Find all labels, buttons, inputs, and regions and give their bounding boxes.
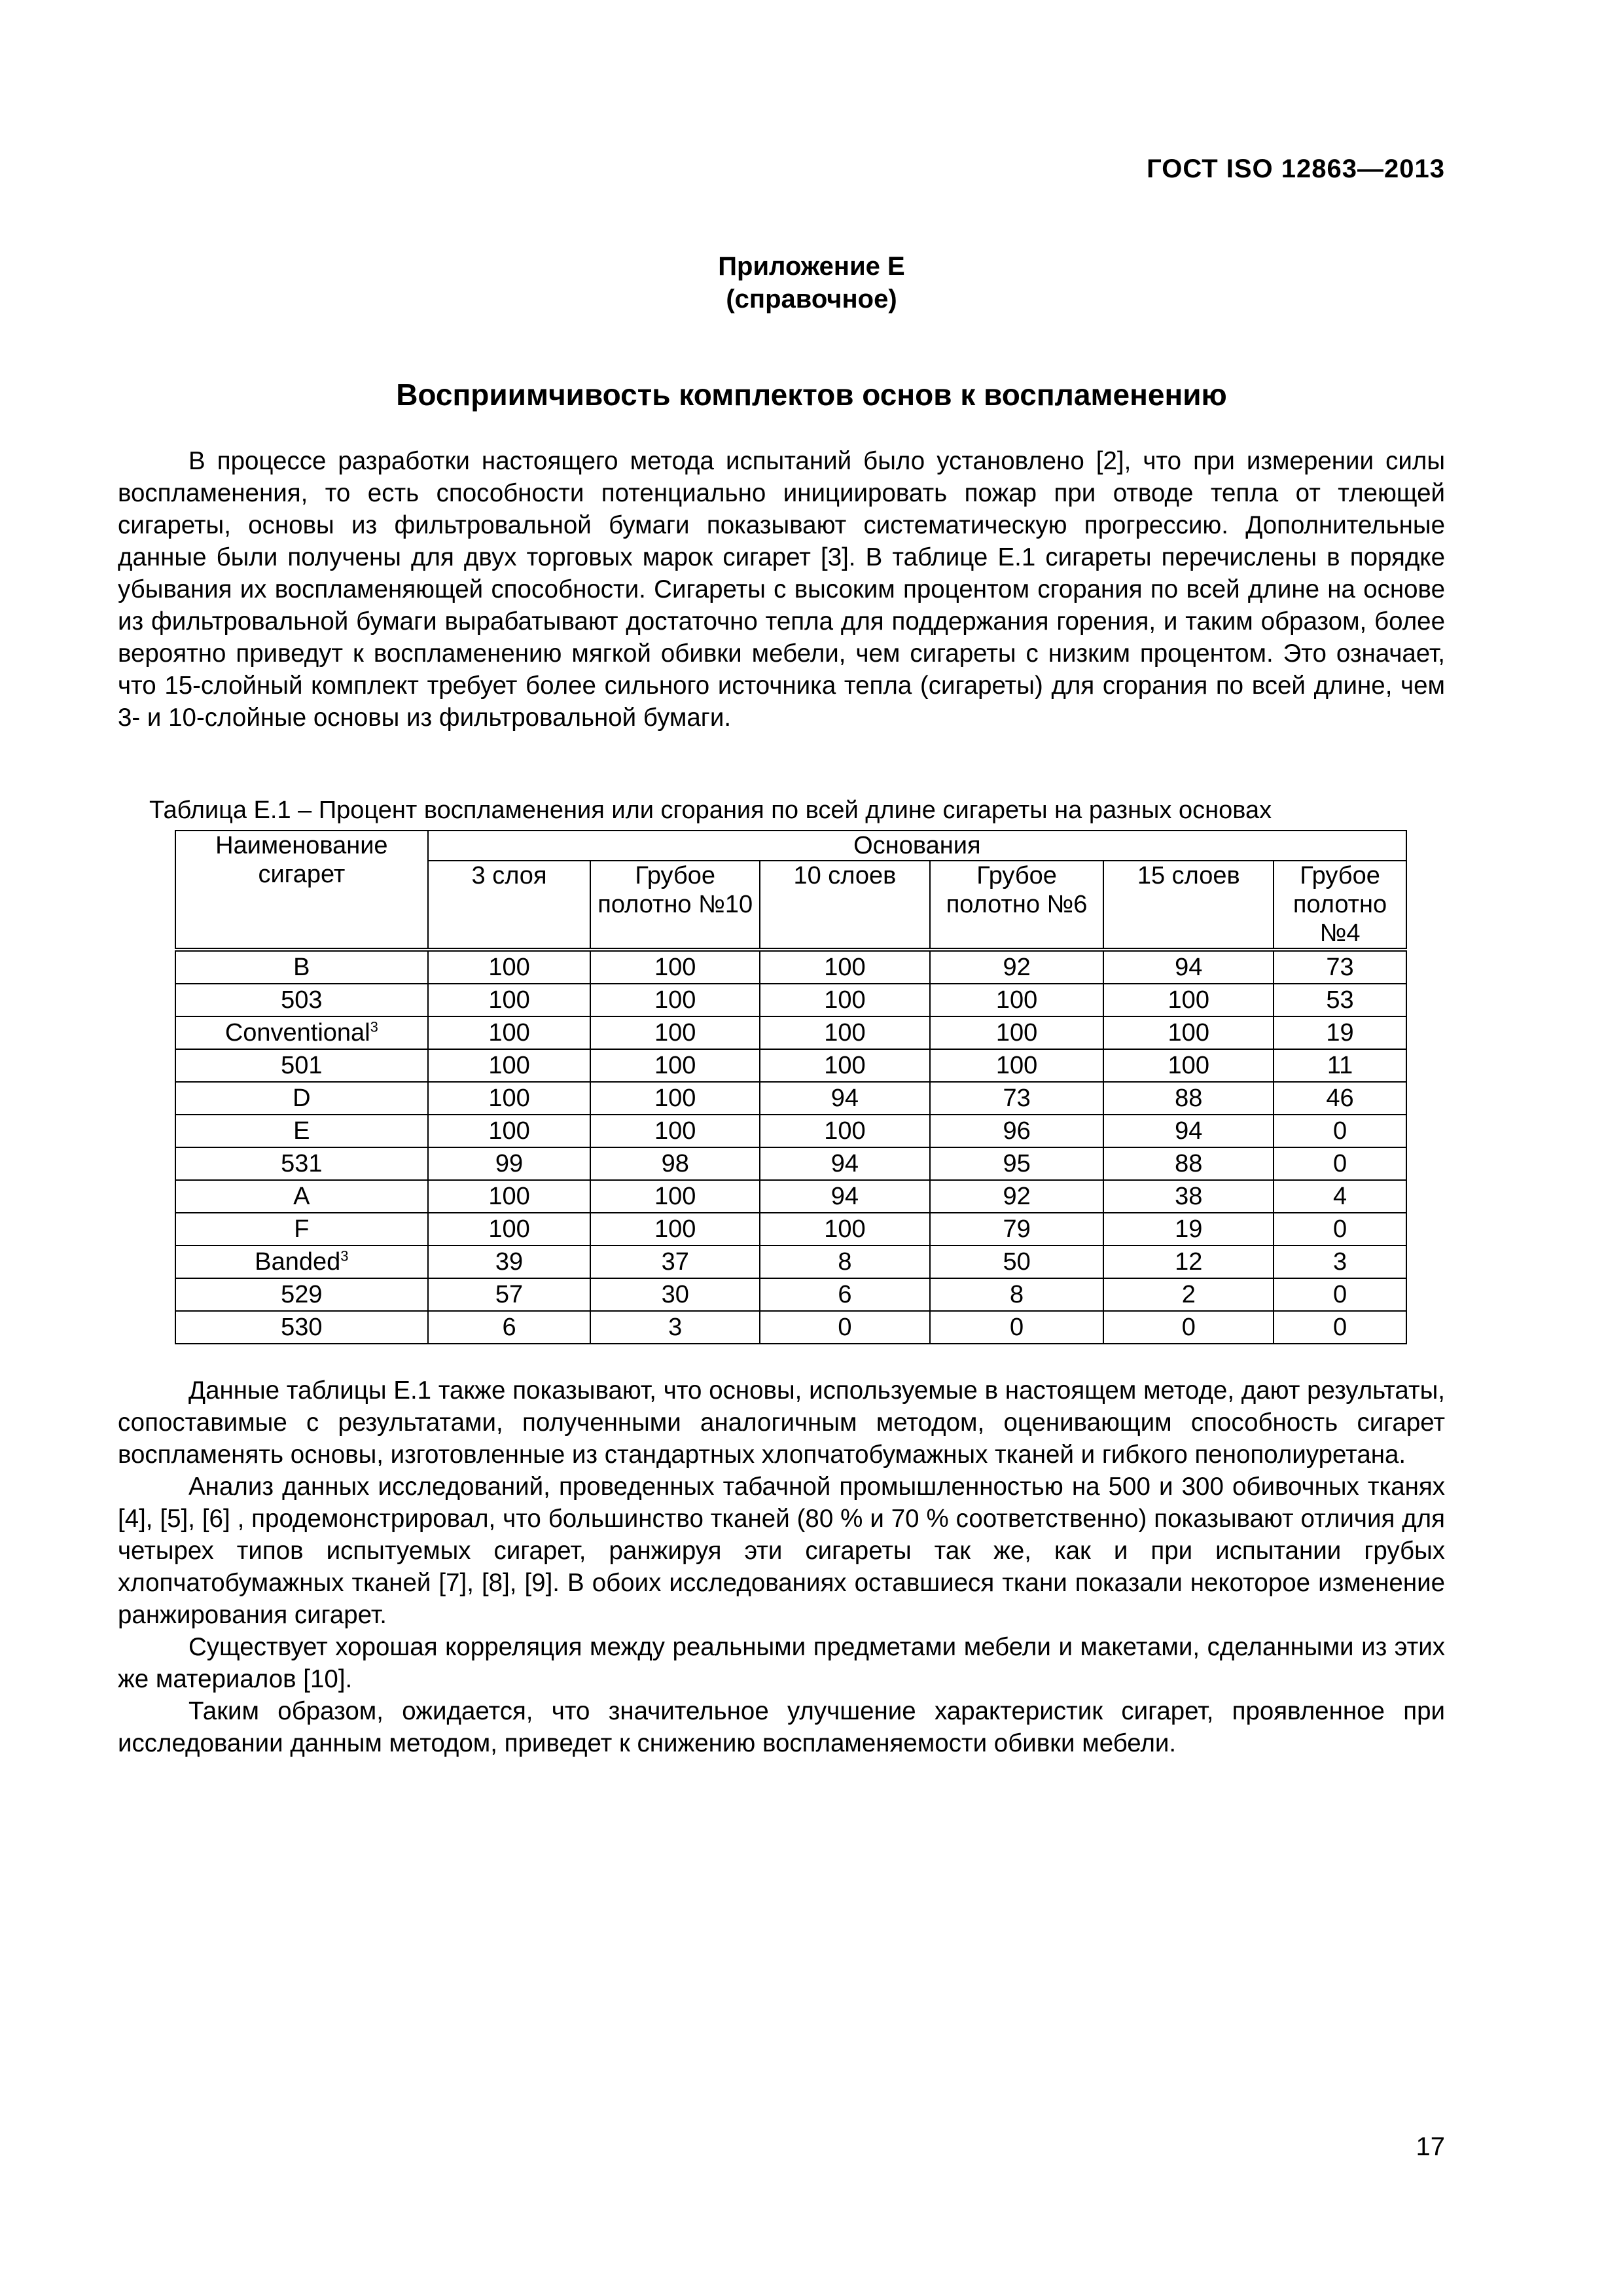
value-cell: 92: [930, 950, 1104, 984]
page-number: 17: [1416, 2132, 1445, 2161]
value-cell: 100: [590, 1115, 760, 1147]
cigarette-name: Banded: [255, 1248, 341, 1276]
value-cell: 94: [1103, 1115, 1274, 1147]
section-title: Восприимчивость комплектов основ к воспламенению: [396, 378, 1227, 412]
value-cell: 100: [1103, 1016, 1274, 1049]
value-cell: 100: [590, 950, 760, 984]
value-cell: 79: [930, 1213, 1104, 1246]
table-row: [175, 1246, 1406, 1278]
cigarette-name: 531: [281, 1150, 323, 1177]
column-header: 10 слоев: [760, 861, 930, 950]
value-cell: 100: [428, 1082, 591, 1115]
paragraph-3: Существует хорошая корреляция между реальными предметами мебели и макетами, сделанными из этих же материалов [10].: [118, 1633, 1445, 1693]
standard-code: ГОСТ ISO 12863—2013: [1147, 154, 1445, 183]
value-cell: 0: [1103, 1311, 1274, 1344]
paragraph-2: Анализ данных исследований, проведенных табачной промышленностью на 500 и 300 обивочных тканях [4], [5], [6] , продемонстрировал, что большинство тканей (80 % и 70 % соответственно) показывают отличия для четырех типов испытуемых сигарет, ранжируя эти сигареты так же, как и при испытании грубых хлопчатобумажных тканей [7], [8], [9]. В обоих исследованиях оставшиеся ткани показали некоторое изменение ранжирования сигарет.: [118, 1473, 1445, 1629]
cigarette-name-cell: [175, 984, 428, 1016]
value-cell: 100: [428, 1180, 591, 1213]
cigarette-name: 529: [281, 1281, 323, 1308]
cigarette-name: A: [293, 1183, 310, 1210]
value-cell: 100: [760, 1016, 930, 1049]
value-cell: 3: [1274, 1246, 1406, 1278]
value-cell: 0: [1274, 1278, 1406, 1311]
value-cell: 100: [760, 1115, 930, 1147]
value-cell: 100: [930, 984, 1104, 1016]
value-cell: 100: [1103, 1049, 1274, 1082]
value-cell: 0: [1274, 1115, 1406, 1147]
value-cell: 100: [428, 984, 591, 1016]
value-cell: 0: [1274, 1213, 1406, 1246]
value-cell: 100: [760, 1213, 930, 1246]
cigarette-name-cell: [175, 1082, 428, 1115]
value-cell: 37: [590, 1246, 760, 1278]
value-cell: 8: [930, 1278, 1104, 1311]
value-cell: 73: [1274, 950, 1406, 984]
cigarette-name: E: [293, 1117, 310, 1145]
value-cell: 0: [1274, 1311, 1406, 1344]
cigarette-name-cell: [175, 1246, 428, 1278]
value-cell: 100: [428, 1213, 591, 1246]
value-cell: 99: [428, 1147, 591, 1180]
value-cell: 100: [930, 1049, 1104, 1082]
value-cell: 0: [930, 1311, 1104, 1344]
value-cell: 100: [760, 1049, 930, 1082]
value-cell: 8: [760, 1246, 930, 1278]
table-row: [175, 1180, 1406, 1213]
group-header: Основания: [428, 831, 1406, 861]
cigarette-name-cell: [175, 1311, 428, 1344]
value-cell: 94: [760, 1180, 930, 1213]
value-cell: 100: [590, 984, 760, 1016]
value-cell: 19: [1103, 1213, 1274, 1246]
value-cell: 100: [590, 1082, 760, 1115]
value-cell: 11: [1274, 1049, 1406, 1082]
column-header: 15 слоев: [1103, 861, 1274, 950]
table-row: [175, 984, 1406, 1016]
paragraph-4: Таким образом, ожидается, что значительное улучшение характеристик сигарет, проявленное при исследовании данным методом, приведет к снижению воспламеняемости обивки мебели.: [118, 1697, 1445, 1757]
value-cell: 100: [760, 950, 930, 984]
value-cell: 30: [590, 1278, 760, 1311]
value-cell: 6: [760, 1278, 930, 1311]
value-cell: 100: [428, 1016, 591, 1049]
cigarette-name: B: [293, 954, 310, 981]
footnote-mark: 3: [340, 1247, 349, 1265]
lower-text: [118, 1374, 1445, 1759]
column-header: Грубое полотно №4: [1274, 861, 1406, 950]
intro-paragraph: В процессе разработки настоящего метода испытаний было установлено [2], что при измерении силы воспламенения, то есть способности потенциально инициировать пожар при отводе тепла от тлеющей сигареты, основы из фильтровальной бумаги показывают систематическую прогрессию. Дополнительные данные были получены для двух торговых марок сигарет [3]. В таблице Е.1 сигареты перечислены в порядке убывания их воспламеняющей способности. Сигареты с высоким процентом сгорания по всей длине на основе из фильтровальной бумаги вырабатывают достаточно тепла для поддержания горения, и таким образом, более вероятно приведут к воспламенению мягкой обивки мебели, чем сигареты с низким процентом. Это означает, что 15-слойный комплект требует более сильного источника тепла (сигареты) для сгорания по всей длине, чем 3- и 10-слойные основы из фильтровальной бумаги.: [118, 447, 1445, 732]
value-cell: 3: [590, 1311, 760, 1344]
appendix-heading: [0, 250, 1623, 315]
table-row: [175, 1016, 1406, 1049]
value-cell: 53: [1274, 984, 1406, 1016]
appendix-type: (справочное): [726, 285, 897, 314]
value-cell: 96: [930, 1115, 1104, 1147]
cigarette-name-cell: [175, 950, 428, 984]
table-row: [175, 1278, 1406, 1311]
cigarette-name-cell: [175, 1049, 428, 1082]
value-cell: 57: [428, 1278, 591, 1311]
value-cell: 46: [1274, 1082, 1406, 1115]
value-cell: 94: [760, 1082, 930, 1115]
value-cell: 0: [760, 1311, 930, 1344]
column-header: Грубое полотно №10: [590, 861, 760, 950]
value-cell: 100: [428, 950, 591, 984]
value-cell: 38: [1103, 1180, 1274, 1213]
cigarette-name-cell: [175, 1147, 428, 1180]
cigarette-name: F: [294, 1215, 310, 1243]
name-column-header: Наименование сигарет: [175, 831, 428, 950]
data-table: [175, 830, 1407, 1344]
value-cell: 100: [428, 1115, 591, 1147]
value-cell: 98: [590, 1147, 760, 1180]
value-cell: 94: [760, 1147, 930, 1180]
cigarette-name: 501: [281, 1052, 323, 1079]
table-row: [175, 1147, 1406, 1180]
column-header: 3 слоя: [428, 861, 591, 950]
table-caption: Таблица Е.1 – Процент воспламенения или сгорания по всей длине сигареты на разных основах: [149, 797, 1272, 824]
value-cell: 88: [1103, 1082, 1274, 1115]
table-row: [175, 1115, 1406, 1147]
table-row: [175, 1082, 1406, 1115]
value-cell: 19: [1274, 1016, 1406, 1049]
value-cell: 95: [930, 1147, 1104, 1180]
value-cell: 4: [1274, 1180, 1406, 1213]
value-cell: 94: [1103, 950, 1274, 984]
column-header: Грубое полотно №6: [930, 861, 1104, 950]
paragraph-1: Данные таблицы Е.1 также показывают, что основы, используемые в настоящем методе, дают результаты, сопоставимые с результатами, полученными аналогичным методом, оценивающим способность сигарет воспламенять основы, изготовленные из стандартных хлопчатобумажных тканей и гибкого пенополиуретана.: [118, 1376, 1445, 1469]
value-cell: 39: [428, 1246, 591, 1278]
value-cell: 88: [1103, 1147, 1274, 1180]
value-cell: 100: [930, 1016, 1104, 1049]
cigarette-name-cell: [175, 1180, 428, 1213]
table-row: [175, 1049, 1406, 1082]
cigarette-name-cell: [175, 1213, 428, 1246]
table-row: [175, 1311, 1406, 1344]
value-cell: 50: [930, 1246, 1104, 1278]
cigarette-name-cell: [175, 1016, 428, 1049]
value-cell: 100: [428, 1049, 591, 1082]
value-cell: 100: [590, 1213, 760, 1246]
cigarette-name: D: [293, 1085, 311, 1112]
cigarette-name: 530: [281, 1314, 323, 1341]
value-cell: 92: [930, 1180, 1104, 1213]
value-cell: 100: [590, 1180, 760, 1213]
value-cell: 100: [590, 1049, 760, 1082]
cigarette-name-cell: [175, 1115, 428, 1147]
appendix-label: Приложение E: [718, 252, 905, 281]
value-cell: 100: [1103, 984, 1274, 1016]
value-cell: 2: [1103, 1278, 1274, 1311]
value-cell: 100: [760, 984, 930, 1016]
cigarette-name: 503: [281, 986, 323, 1014]
table-row: [175, 1213, 1406, 1246]
cigarette-name-cell: [175, 1278, 428, 1311]
cigarette-name: Conventional: [224, 1019, 370, 1047]
value-cell: 6: [428, 1311, 591, 1344]
value-cell: 73: [930, 1082, 1104, 1115]
value-cell: 100: [590, 1016, 760, 1049]
value-cell: 0: [1274, 1147, 1406, 1180]
value-cell: 12: [1103, 1246, 1274, 1278]
footnote-mark: 3: [370, 1018, 378, 1035]
table-row: [175, 950, 1406, 984]
